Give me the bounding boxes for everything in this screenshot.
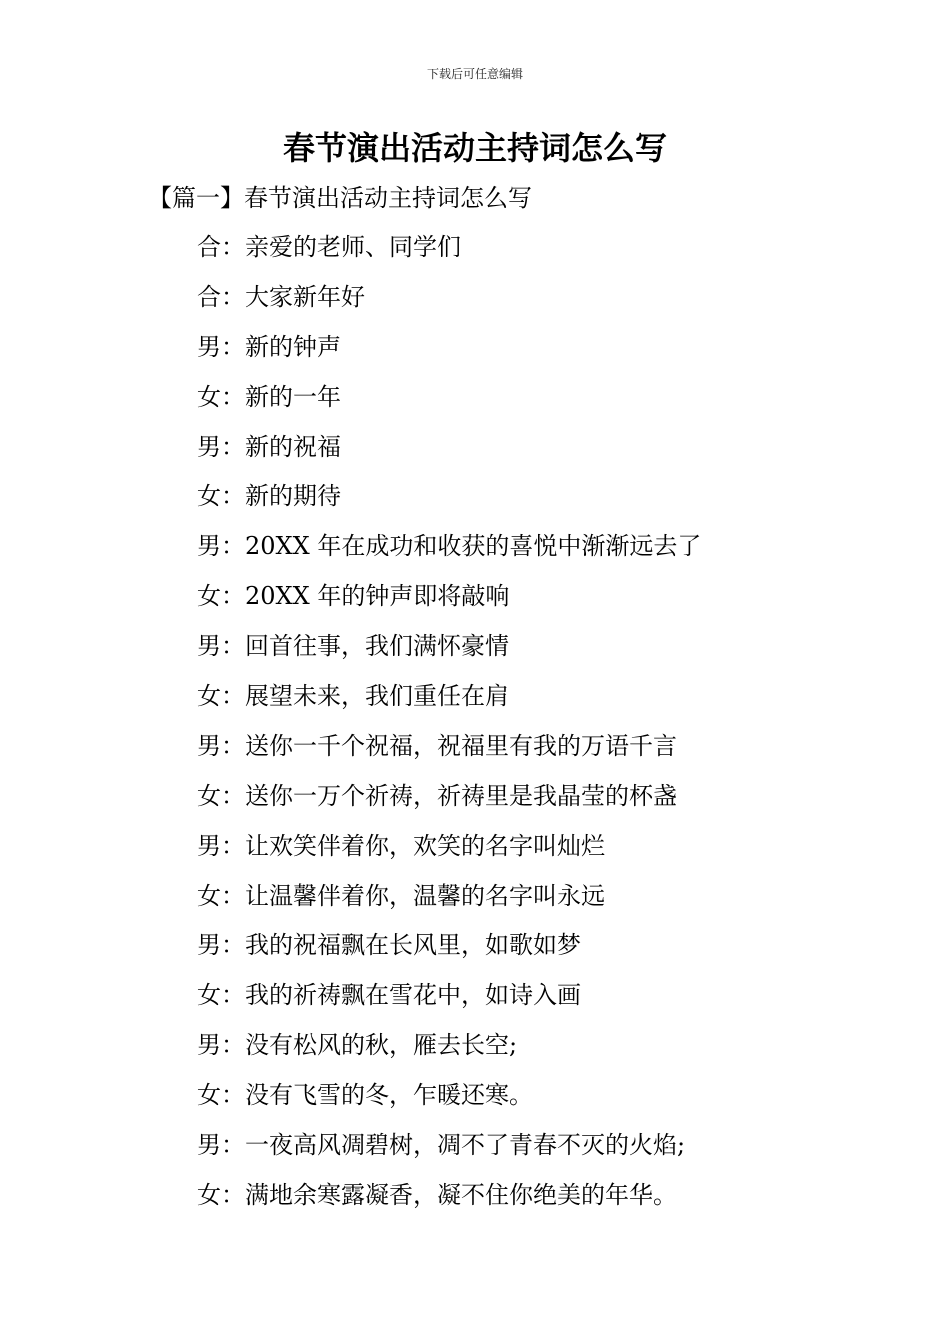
section-label: 【篇一】: [148, 184, 244, 212]
speaker-colon: ：: [221, 1031, 245, 1060]
line-text: 亲爱的老师、同学们: [245, 233, 461, 261]
speaker-label: 合: [197, 233, 221, 261]
line-text: 让欢笑伴着你，欢笑的名字叫灿烂: [245, 831, 605, 860]
speaker-label: 男: [197, 532, 221, 561]
speaker-label: 男: [197, 1031, 221, 1060]
speaker-colon: ：: [221, 233, 245, 261]
speaker-colon: ：: [221, 1081, 245, 1110]
speaker-label: 女: [197, 881, 221, 910]
dialogue-list: [197, 230, 701, 1228]
speaker-colon: ：: [221, 282, 245, 311]
speaker-colon: ：: [221, 382, 245, 411]
speaker-colon: ：: [221, 831, 245, 860]
line-text: 我的祝福飘在长风里，如歌如梦: [245, 931, 581, 960]
dialogue-line: [197, 529, 701, 579]
line-text: 满地余寒露凝香，凝不住你绝美的年华。: [245, 1180, 677, 1209]
dialogue-line: [197, 1028, 701, 1078]
speaker-label: 女: [197, 781, 221, 810]
speaker-label: 合: [197, 282, 221, 311]
speaker-label: 男: [197, 931, 221, 960]
speaker-colon: ：: [221, 731, 245, 760]
line-text: 回首往事，我们满怀豪情: [245, 632, 509, 661]
section-title: 春节演出活动主持词怎么写: [244, 184, 532, 212]
dialogue-line: [197, 479, 701, 529]
line-text: 展望未来，我们重任在肩: [245, 682, 509, 711]
speaker-colon: ：: [221, 582, 245, 611]
line-text: 送你一千个祝福，祝福里有我的万语千言: [245, 731, 677, 760]
line-text: 一夜高风凋碧树，凋不了青春不灭的火焰;: [245, 1131, 686, 1160]
line-text: 没有飞雪的冬，乍暖还寒。: [245, 1081, 533, 1110]
speaker-colon: ：: [221, 781, 245, 810]
speaker-colon: ：: [221, 432, 245, 461]
dialogue-line: [197, 1178, 701, 1228]
speaker-colon: ：: [221, 632, 245, 661]
speaker-label: 男: [197, 332, 221, 361]
speaker-label: 男: [197, 831, 221, 860]
speaker-colon: ：: [221, 1180, 245, 1209]
speaker-label: 女: [197, 1081, 221, 1110]
document-title: 春节演出活动主持词怎么写: [282, 129, 667, 167]
dialogue-line: [197, 879, 701, 929]
speaker-label: 女: [197, 382, 221, 411]
dialogue-line: [197, 430, 701, 480]
dialogue-line: [197, 629, 701, 679]
line-text: 让温馨伴着你，温馨的名字叫永远: [245, 881, 605, 910]
speaker-colon: ：: [221, 532, 245, 561]
speaker-label: 男: [197, 432, 221, 461]
line-text: 没有松风的秋，雁去长空;: [245, 1031, 518, 1060]
line-text: 大家新年好: [245, 282, 365, 311]
speaker-colon: ：: [221, 682, 245, 711]
speaker-label: 男: [197, 731, 221, 760]
line-text: 送你一万个祈祷，祈祷里是我晶莹的杯盏: [245, 781, 677, 810]
speaker-label: 女: [197, 682, 221, 711]
speaker-colon: ：: [221, 482, 245, 511]
line-text: 新的钟声: [245, 332, 341, 361]
line-text: 20XX 年在成功和收获的喜悦中渐渐远去了: [245, 532, 702, 561]
dialogue-line: [197, 679, 701, 729]
speaker-label: 女: [197, 1180, 221, 1209]
dialogue-line: [197, 779, 701, 829]
dialogue-line: [197, 829, 701, 879]
header-note: 下载后可任意编辑: [426, 67, 523, 81]
speaker-colon: ：: [221, 1131, 245, 1160]
speaker-label: 女: [197, 981, 221, 1010]
speaker-colon: ：: [221, 931, 245, 960]
dialogue-line: [197, 280, 701, 330]
dialogue-line: [197, 380, 701, 430]
dialogue-line: [197, 330, 701, 380]
dialogue-line: [197, 230, 701, 280]
dialogue-line: [197, 729, 701, 779]
speaker-colon: ：: [221, 881, 245, 910]
dialogue-line: [197, 978, 701, 1028]
speaker-label: 女: [197, 482, 221, 511]
section-heading: [148, 181, 532, 215]
dialogue-line: [197, 579, 701, 629]
line-text: 新的祝福: [245, 432, 341, 461]
dialogue-line: [197, 1078, 701, 1128]
speaker-label: 男: [197, 632, 221, 661]
line-text: 新的期待: [245, 482, 341, 511]
dialogue-line: [197, 928, 701, 978]
speaker-colon: ：: [221, 332, 245, 361]
speaker-label: 男: [197, 1131, 221, 1160]
speaker-label: 女: [197, 582, 221, 611]
dialogue-line: [197, 1128, 701, 1178]
line-text: 新的一年: [245, 382, 341, 411]
line-text: 我的祈祷飘在雪花中，如诗入画: [245, 981, 581, 1010]
speaker-colon: ：: [221, 981, 245, 1010]
line-text: 20XX 年的钟声即将敲响: [245, 582, 510, 611]
